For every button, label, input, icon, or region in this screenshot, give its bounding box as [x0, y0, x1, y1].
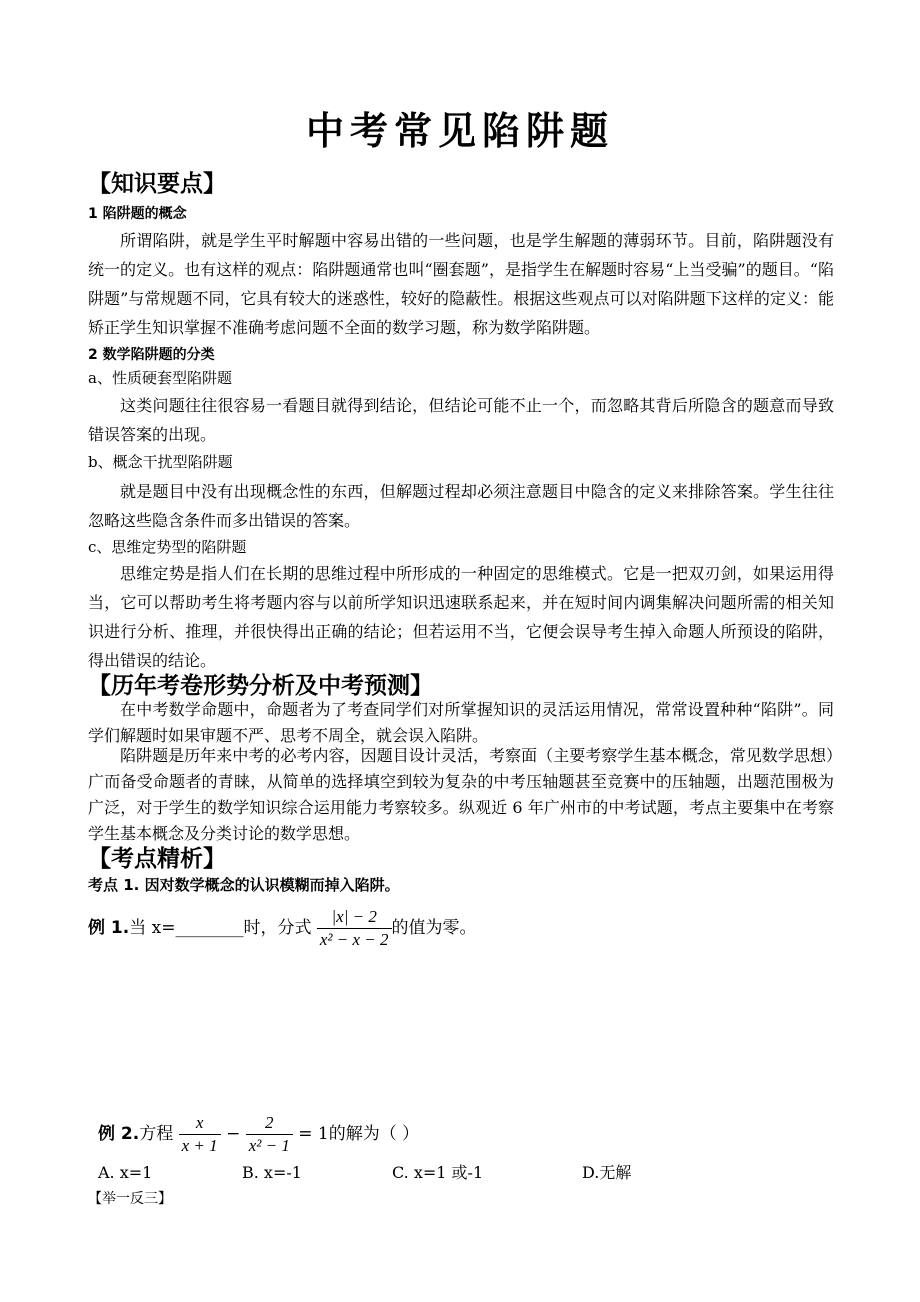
example-2-suffix: = 1的解为（ ）: [298, 1124, 420, 1144]
type-b-label: b、概念干扰型陷阱题: [88, 453, 233, 471]
paragraph-concept: 所谓陷阱，就是学生平时解题中容易出错的一些问题，也是学生解题的薄弱环节。目前，陷阱题没有统一的定义。也有这样的观点：陷阱题通常也叫“圈套题”，是指学生在解题时容易“上当受骗”的题目。“陷阱题”与常规题不同，它具有较大的迷惑性，较好的隐蔽性。根据这些观点可以对陷阱题下这样的定义：能矫正学生知识掌握不准确考虑问题不全面的数学习题，称为数学陷阱题。: [88, 231, 834, 337]
example-1-prefix: 当 x=________时，分式: [129, 918, 312, 938]
type-c-label: c、思维定势型的陷阱题: [88, 538, 247, 556]
section-heading-knowledge: 【知识要点】: [88, 171, 226, 197]
example-2-minus: −: [226, 1124, 241, 1144]
page-title: 中考常见陷阱题: [305, 109, 614, 153]
example-1-fraction: [317, 906, 392, 951]
section-heading-analysis: 【历年考卷形势分析及中考预测】: [88, 673, 433, 699]
section-heading-points: 【考点精析】: [88, 846, 226, 872]
practice-label: 【举一反三】: [88, 1191, 172, 1207]
example-1: [88, 906, 477, 951]
type-a-label: a、性质硬套型陷阱题: [88, 369, 232, 387]
subheading-classification: 2 数学陷阱题的分类: [88, 347, 215, 363]
paragraph-analysis-2: 陷阱题是历年来中考的必考内容，因题目设计灵活，考察面（主要考察学生基本概念，常见数学思想）广而备受命题者的青睐，从简单的选择填空到较为复杂的中考压轴题甚至竞赛中的压轴题，出题范围极为广泛，对于学生的数学知识综合运用能力考察较多。纵观近 6 年广州市的中考试题，考点主要集中在考察学生基本概念及分类讨论的数学思想。: [88, 746, 834, 843]
example-2: [98, 1112, 419, 1157]
example-2-fraction-2-denominator: x² − 1: [248, 1136, 290, 1155]
option-c: C. x=1 或-1: [392, 1163, 484, 1182]
option-a: A. x=1: [98, 1163, 153, 1182]
paragraph-analysis-1: 在中考数学命题中，命题者为了考查同学们对所掌握知识的灵活运用情况，常常设置种种“陷阱”。同学们解题时如果审题不严、思考不周全，就会误入陷阱。: [88, 700, 834, 745]
example-1-denominator: x² − x − 2: [319, 930, 389, 949]
example-2-fraction-1: [179, 1112, 221, 1157]
example-2-fraction-1-denominator: x + 1: [181, 1136, 218, 1155]
example-2-fraction-1-numerator: x: [179, 1112, 221, 1135]
paragraph-type-c: 思维定势是指人们在长期的思维过程中所形成的一种固定的思维模式。它是一把双刃剑，如果运用得当，它可以帮助考生将考题内容与以前所学知识迅速联系起来，并在短时间内调集解决问题所需的相关知识进行分析、推理，并很快得出正确的结论；但若运用不当，它便会误导考生掉入命题人所预设的陷阱，得出错误的结论。: [88, 564, 834, 670]
paragraph-type-a: 这类问题往往很容易一看题目就得到结论，但结论可能不止一个，而忽略其背后所隐含的题意而导致错误答案的出现。: [88, 396, 834, 444]
option-d: D.无解: [582, 1163, 632, 1182]
example-2-fraction-2: [246, 1112, 293, 1157]
paragraph-type-b: 就是题目中没有出现概念性的东西，但解题过程却必须注意题目中隐含的定义来排除答案。学生往往忽略这些隐含条件而多出错误的答案。: [88, 482, 834, 530]
example-1-suffix: 的值为零。: [391, 918, 477, 938]
example-2-label: 例 2.: [98, 1124, 140, 1144]
option-b: B. x=-1: [242, 1163, 302, 1182]
example-1-numerator: |x| − 2: [317, 906, 392, 929]
example-2-prefix: 方程: [139, 1124, 174, 1144]
example-1-label: 例 1.: [88, 918, 130, 938]
subheading-concept: 1 陷阱题的概念: [88, 206, 187, 222]
point-1-title: 考点 1. 因对数学概念的认识模糊而掉入陷阱。: [88, 876, 400, 894]
example-2-fraction-2-numerator: 2: [246, 1112, 293, 1135]
